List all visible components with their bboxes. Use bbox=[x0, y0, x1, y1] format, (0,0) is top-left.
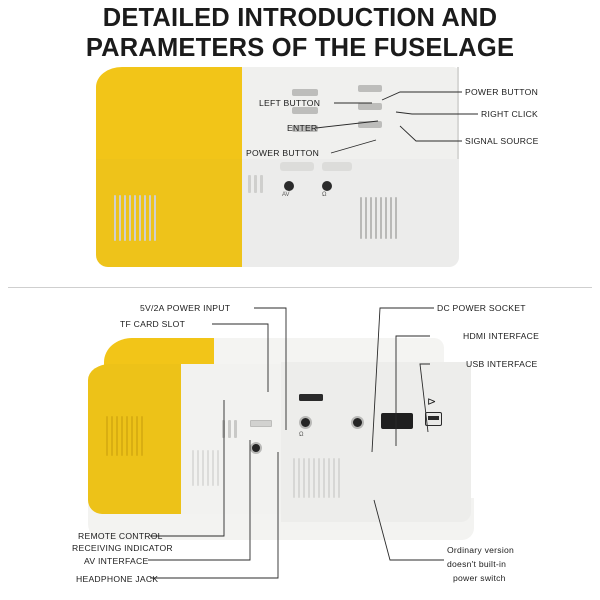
page-title bbox=[0, 4, 600, 64]
left-face-white-vent bbox=[192, 450, 219, 486]
ir-receiver-window bbox=[222, 420, 237, 438]
device-left-face bbox=[88, 364, 288, 514]
label-remote-control-line1: REMOTE CONTROL bbox=[78, 531, 163, 541]
top-button-signal-source bbox=[358, 121, 382, 128]
label-usb-interface: USB INTERFACE bbox=[466, 359, 538, 369]
label-av-interface: AV INTERFACE bbox=[84, 556, 149, 566]
label-remote-control-line2: RECEIVING INDICATOR bbox=[72, 543, 173, 553]
front-face-white bbox=[242, 159, 459, 267]
top-panel-yellow-section bbox=[96, 67, 244, 163]
top-button-right-click bbox=[358, 103, 382, 110]
front-small-vent bbox=[248, 175, 263, 193]
av-interface-port bbox=[250, 442, 262, 454]
label-signal-source: SIGNAL SOURCE bbox=[465, 136, 539, 146]
label-ordinary-version-line2: doesn't built-in bbox=[447, 559, 507, 569]
label-enter: ENTER bbox=[287, 123, 318, 133]
label-tf-card-slot: TF CARD SLOT bbox=[120, 319, 186, 329]
left-face-vent-grille bbox=[106, 416, 143, 456]
dc-power-socket-port bbox=[351, 416, 364, 429]
section-divider bbox=[8, 287, 592, 288]
label-power-button-top-right: POWER BUTTON bbox=[465, 87, 539, 97]
projector-rear-view-illustration bbox=[88, 338, 483, 558]
front-jack-av bbox=[284, 181, 294, 191]
device-rear-face: Ω ⊳ bbox=[281, 362, 471, 522]
device-front-face: AV Ω bbox=[96, 159, 459, 267]
label-ordinary-version-line1: Ordinary version bbox=[447, 545, 515, 555]
hdmi-interface-port bbox=[381, 413, 413, 429]
top-button-power-2 bbox=[358, 85, 382, 92]
projector-top-view-illustration bbox=[96, 67, 459, 267]
label-left-button: LEFT BUTTON bbox=[259, 98, 321, 108]
headphone-jack-port bbox=[299, 416, 312, 429]
label-dc-power-socket: DC POWER SOCKET bbox=[437, 303, 526, 313]
label-power-input: 5V/2A POWER INPUT bbox=[140, 303, 231, 313]
label-right-click: RIGHT CLICK bbox=[481, 109, 539, 119]
front-micro-port bbox=[322, 162, 352, 171]
label-hdmi-interface: HDMI INTERFACE bbox=[463, 331, 540, 341]
usb-interface-port bbox=[425, 412, 442, 426]
title-line-2: PARAMETERS OF THE FUSELAGE bbox=[85, 33, 515, 62]
front-vent-grille-right bbox=[360, 197, 397, 239]
tf-card-slot-port bbox=[250, 420, 272, 427]
power-input-port bbox=[299, 394, 323, 401]
label-power-button-left: POWER BUTTON bbox=[246, 148, 320, 158]
left-face-white bbox=[181, 364, 288, 514]
label-ordinary-version-line3: power switch bbox=[453, 573, 506, 583]
front-vent-grille-left bbox=[114, 195, 156, 241]
front-jack-headphone bbox=[322, 181, 332, 191]
label-headphone-jack: HEADPHONE JACK bbox=[76, 574, 159, 584]
front-tf-slot bbox=[280, 162, 314, 171]
top-button-left bbox=[292, 89, 318, 96]
title-line-1: DETAILED INTRODUCTION AND bbox=[102, 4, 498, 32]
rear-vent-grille bbox=[293, 458, 340, 498]
